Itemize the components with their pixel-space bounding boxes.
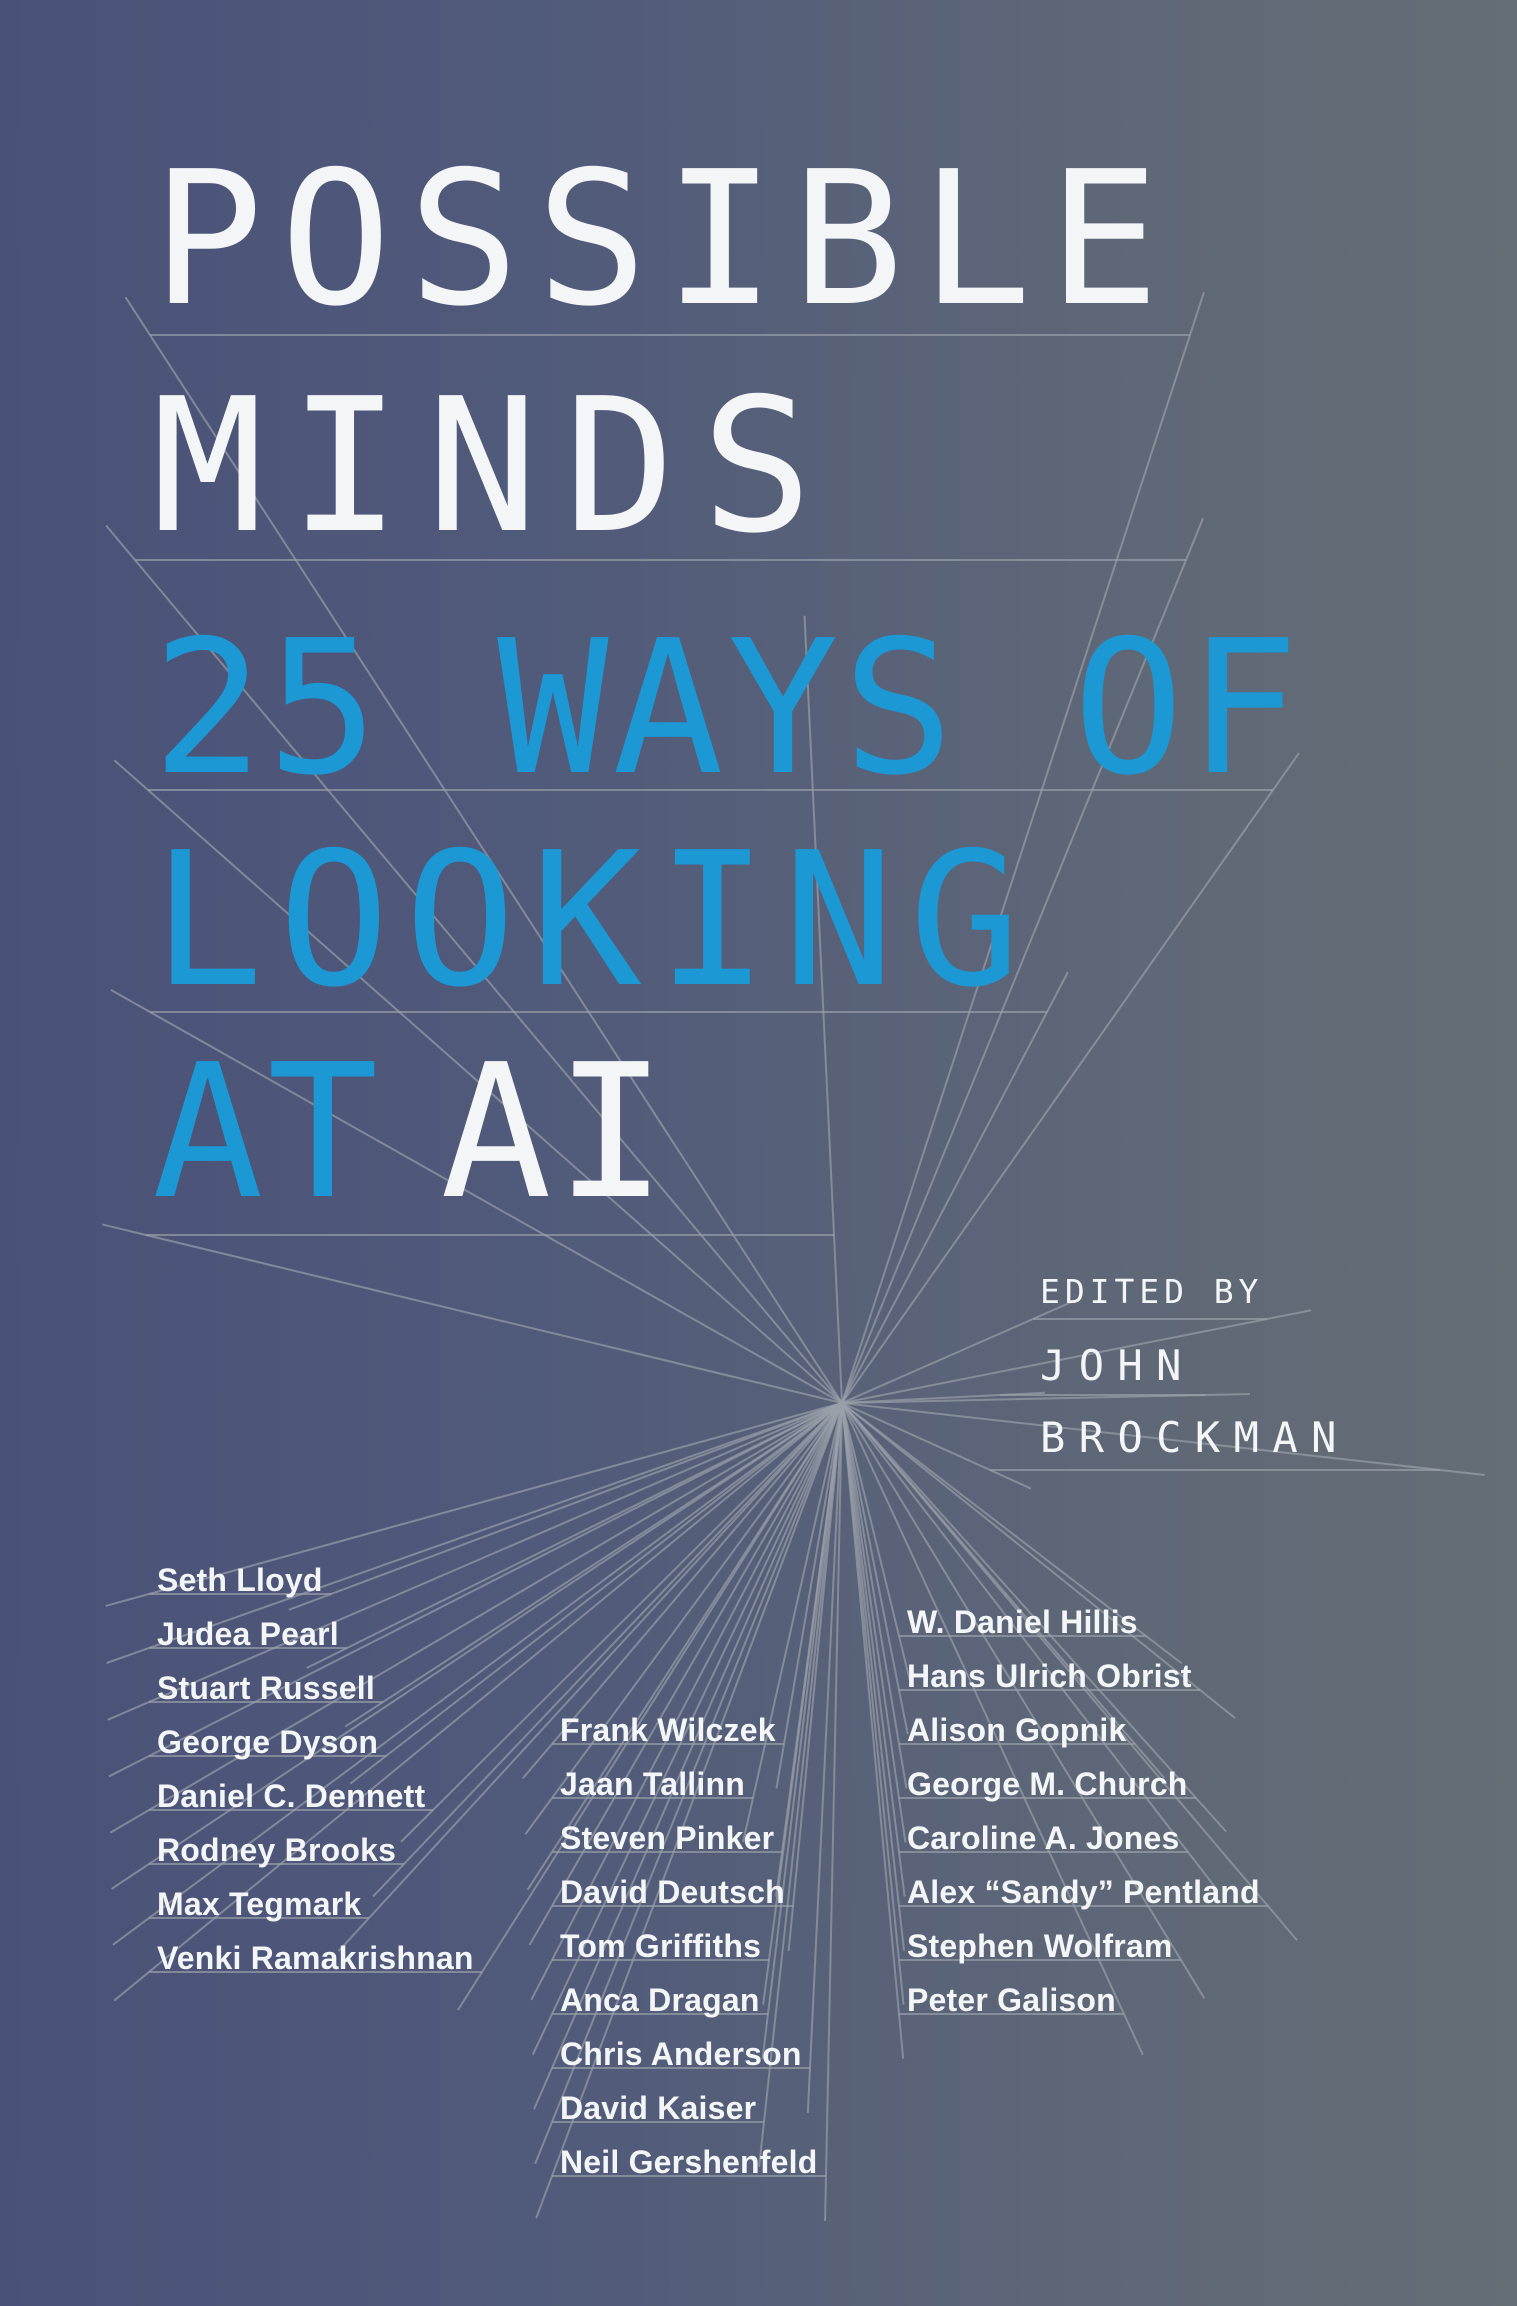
- contributor-name: Max Tegmark: [157, 1886, 362, 1922]
- editor-last-name: BROCKMAN: [1040, 1413, 1350, 1462]
- contributor-name: Frank Wilczek: [560, 1712, 776, 1748]
- contributor-name: Hans Ulrich Obrist: [907, 1658, 1192, 1694]
- contributor-name: Stuart Russell: [157, 1670, 375, 1706]
- contributor-name: Alison Gopnik: [907, 1712, 1127, 1748]
- subtitle-25-ways-of: 25 WAYS OF: [152, 600, 1303, 816]
- title-word-possible: POSSIBLE: [152, 131, 1177, 347]
- subtitle-looking: LOOKING: [152, 812, 1036, 1028]
- contributor-name: Tom Griffiths: [560, 1928, 762, 1964]
- subtitle-at-ai: [152, 1024, 671, 1240]
- contributor-name: Rodney Brooks: [157, 1832, 397, 1868]
- contributor-name: Daniel C. Dennett: [157, 1778, 426, 1814]
- contributor-name: Steven Pinker: [560, 1820, 775, 1856]
- contributor-name: Anca Dragan: [560, 1982, 760, 2018]
- contributor-name: Venki Ramakrishnan: [157, 1940, 474, 1976]
- contributor-name: Peter Galison: [907, 1982, 1116, 2018]
- contributor-name: Judea Pearl: [157, 1616, 339, 1652]
- edited-by-label: EDITED BY: [1040, 1272, 1264, 1311]
- subtitle-ai: AI: [440, 1024, 671, 1240]
- contributor-name: Chris Anderson: [560, 2036, 802, 2072]
- contributor-name: Neil Gershenfeld: [560, 2144, 818, 2180]
- title-word-minds: MINDS: [152, 358, 839, 574]
- contributor-name: Stephen Wolfram: [907, 1928, 1173, 1964]
- contributor-name: W. Daniel Hillis: [907, 1604, 1138, 1640]
- contributor-name: Jaan Tallinn: [560, 1766, 745, 1802]
- subtitle-at: AT: [152, 1024, 383, 1240]
- contributor-name: George Dyson: [157, 1724, 379, 1760]
- editor-first-name: JOHN: [1040, 1341, 1195, 1390]
- contributor-name: George M. Church: [907, 1766, 1188, 1802]
- contributor-name: Caroline A. Jones: [907, 1820, 1180, 1856]
- contributor-name: David Kaiser: [560, 2090, 757, 2126]
- contributor-name: Seth Lloyd: [157, 1562, 323, 1598]
- contributor-name: David Deutsch: [560, 1874, 785, 1910]
- contributor-name: Alex “Sandy” Pentland: [907, 1874, 1260, 1910]
